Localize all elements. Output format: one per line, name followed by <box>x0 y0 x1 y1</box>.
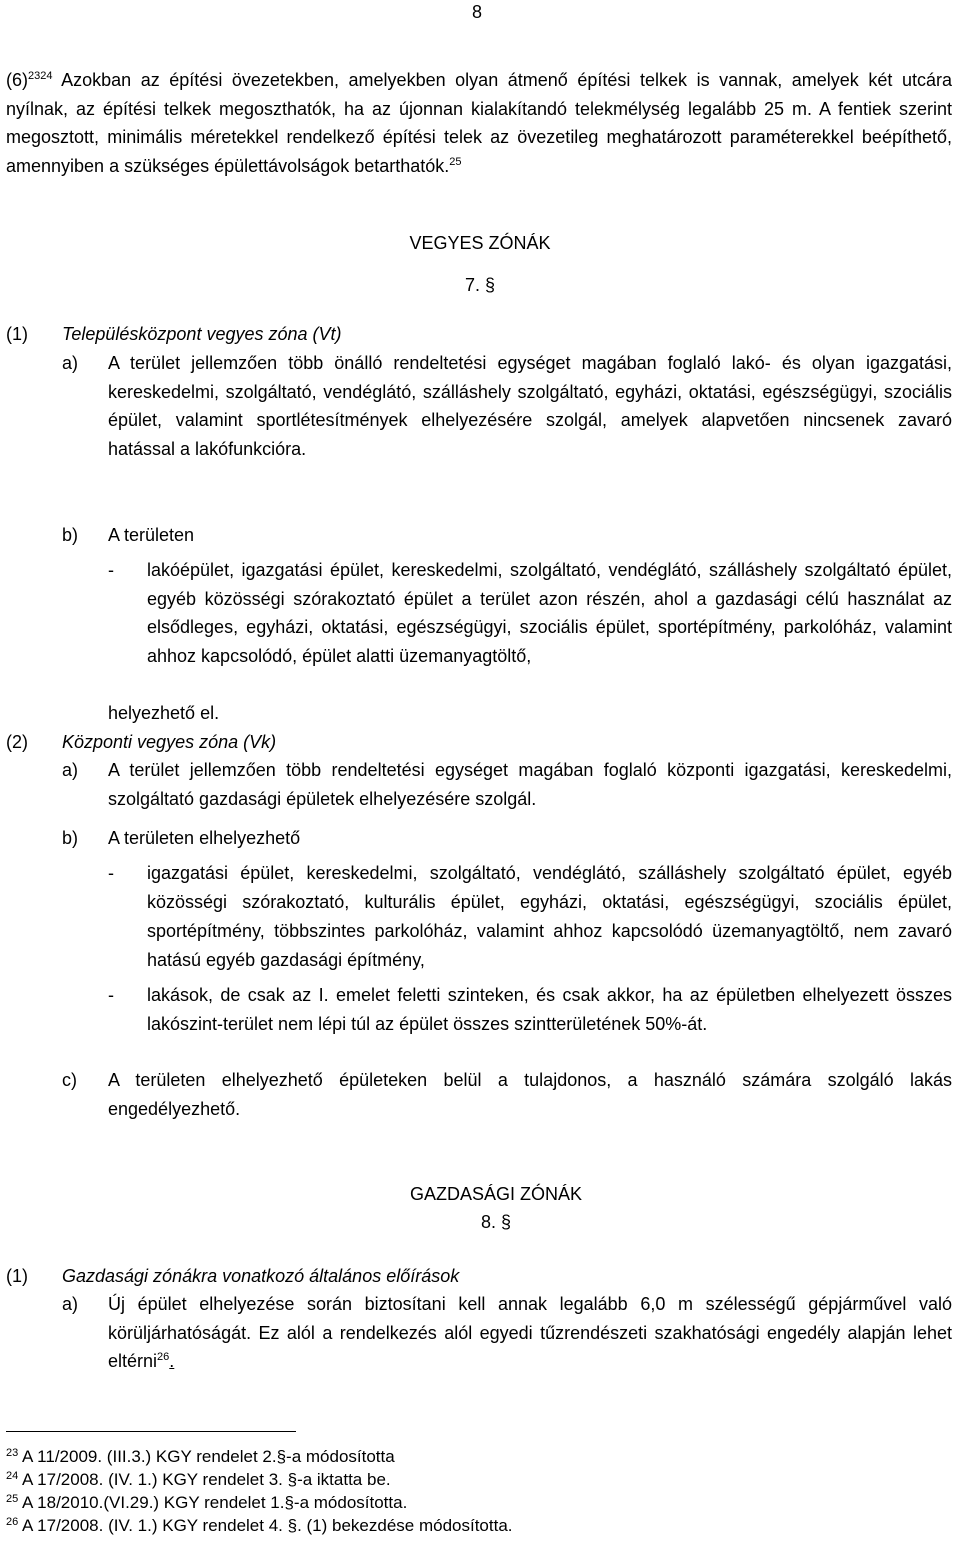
item-end: . <box>169 1351 175 1371</box>
section-number: 8. § <box>480 1212 512 1232</box>
section-heading: GAZDASÁGI ZÓNÁK <box>409 1184 583 1204</box>
footnote-ref[interactable]: 2324 <box>28 70 53 82</box>
dash-bullet: - <box>108 863 114 883</box>
dash-bullet: - <box>108 985 114 1005</box>
paragraph-title: Központi vegyes zóna (Vk) <box>62 732 277 752</box>
list-item: igazgatási épület, kereskedelmi, szolgáltató, vendéglátó, szálláshely szolgáltató épület, egyéb közösségi szórakoztató, kulturális épület, egyházi, oktatási, egészségügyi, szociális épület, sportépítmény, többszintes parkolóház, valamint ahhoz kapcsolódó üzemanyagtöltő, nem zavaró hatású egyéb gazdasági építmény, <box>147 863 952 970</box>
intro-label: (6) <box>6 70 28 90</box>
paragraph-label: (1) <box>6 324 28 344</box>
item-text <box>108 1290 952 1376</box>
footnote-text: A 11/2009. (III.3.) KGY rendelet 2.§-a módosította <box>22 1447 395 1466</box>
footnote <box>6 1447 395 1466</box>
item-label: b) <box>62 828 79 848</box>
item-text: A terület jellemzően több önálló rendeltetési egységet magában foglaló lakó- és olyan igazgatási, kereskedelmi, szolgáltató, vendéglátó, szálláshely szolgáltató, egyházi, oktatási, egészségügyi, szociális épület, valamint sportlétesítmények elhelyezésére szolgál, amelyek alapvetően nincsenek zavaró hatással a lakófunkcióra. <box>108 353 952 459</box>
item-label: a) <box>62 1294 79 1314</box>
paragraph-label: (2) <box>6 732 28 752</box>
item-text: A területen elhelyezhető épületeken belül a tulajdonos, a használó számára szolgáló lakás engedélyezhető. <box>108 1070 952 1119</box>
dash-bullet: - <box>108 560 114 580</box>
footnote-separator <box>6 1431 296 1432</box>
footnote-number: 25 <box>6 1493 19 1505</box>
section-number: 7. § <box>464 275 496 295</box>
footnote <box>6 1516 513 1535</box>
item-text: A terület jellemzően több rendeltetési egységet magában foglaló központi igazgatási, kereskedelmi, szolgáltató gazdasági épületek elhelyezésére szolgál. <box>108 760 952 809</box>
footnote-text: A 17/2008. (IV. 1.) KGY rendelet 4. §. (1) bekezdése módosította. <box>22 1516 513 1535</box>
list-item: lakóépület, igazgatási épület, kereskedelmi, szolgáltató, vendéglátó, szálláshely szolgáltató épület, egyéb közösségi szórakoztató épület a terület azon részén, ahol a gazdasági célú használat az elsődleges, egyházi, oktatási, egészségügyi, szociális épület, sportépítmény, parkolóház, valamint ahhoz kapcsolódó, épület alatti üzemanyagtöltő, <box>147 560 952 666</box>
paragraph-label: (1) <box>6 1266 28 1286</box>
footnote-ref[interactable]: 25 <box>449 155 462 168</box>
footnote-ref[interactable]: 26 <box>157 1351 170 1363</box>
footnote-text: A 17/2008. (IV. 1.) KGY rendelet 3. §-a iktatta be. <box>22 1470 391 1489</box>
list-item: lakások, de csak az I. emelet feletti szinteken, és csak akkor, ha az épületben elhelyezett összes lakószint-terület nem lépi túl az épület összes szintterületének 50%-át. <box>147 985 952 1034</box>
item-label: c) <box>62 1070 77 1090</box>
intro-paragraph <box>6 66 952 180</box>
footnote-text: A 18/2010.(VI.29.) KGY rendelet 1.§-a módosította. <box>22 1493 408 1512</box>
item-label: a) <box>62 353 79 373</box>
page-number: 8 <box>472 2 483 22</box>
item-text: A területen <box>108 525 195 545</box>
footnote-number: 26 <box>6 1516 19 1528</box>
item-label: b) <box>62 525 79 545</box>
item-text: helyezhető el. <box>108 703 220 723</box>
paragraph-title: Gazdasági zónákra vonatkozó általános előírások <box>62 1266 460 1286</box>
intro-text: Azokban az építési övezetekben, amelyekben olyan átmenő építési telkek is vannak, amelyek két utcára nyílnak, az építési telkek megoszthatók, ha az újonnan kialakítandó telekmélység legalább 25 m. A fentiek szerint megosztott, minimális méretekkel rendelkező építési telek az övezetileg meghatározott paraméterekkel beépíthető, amennyiben a szükséges épülettávolságok betarthatók. <box>6 70 952 176</box>
item-text: A területen elhelyezhető <box>108 828 301 848</box>
item-label: a) <box>62 760 79 780</box>
footnote-number: 24 <box>6 1470 19 1482</box>
paragraph-title: Településközpont vegyes zóna (Vt) <box>62 324 342 344</box>
item-body: Új épület elhelyezése során biztosítani kell annak legalább 6,0 m szélességű gépjárművel való körüljárhatóságát. Ez alól a rendelkezés alól egyedi tűzrendészeti szakhatósági engedély alapján lehet eltérni <box>108 1294 952 1371</box>
footnote-number: 23 <box>6 1447 19 1459</box>
section-heading: VEGYES ZÓNÁK <box>409 233 551 253</box>
footnote <box>6 1493 407 1512</box>
footnote <box>6 1470 391 1489</box>
